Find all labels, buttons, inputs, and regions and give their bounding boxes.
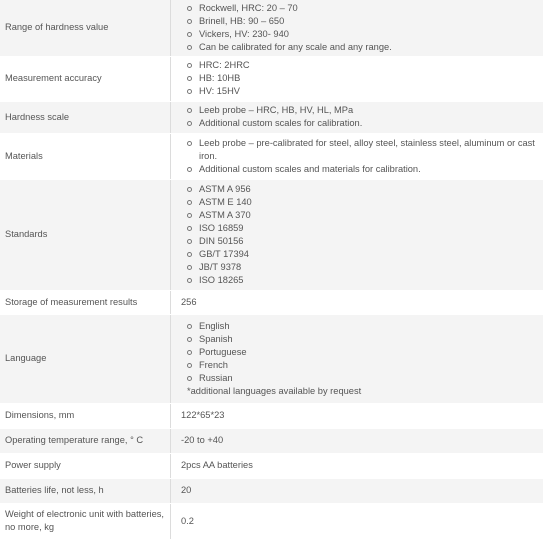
list-item: Leeb probe – HRC, HB, HV, HL, MPa [187,104,538,117]
list-item: JB/T 9378 [187,261,538,274]
list-item: Can be calibrated for any scale and any range. [187,41,538,54]
row-label: Materials [0,133,171,179]
list-item: Leeb probe – pre-calibrated for steel, alloy steel, stainless steel, aluminum or cast iron. [187,137,538,163]
list-item: ASTM A 956 [187,183,538,196]
list-item: GB/T 17394 [187,248,538,261]
row-value [171,0,543,56]
row-label: Measurement accuracy [0,56,171,101]
list-item: HB: 10HB [187,72,538,85]
row-value [171,179,543,290]
list-item: Russian [187,372,538,385]
value-list [181,59,538,98]
row-value: 256 [171,290,543,314]
row-value: 2pcs AA batteries [171,453,543,478]
table-row [0,453,543,478]
row-label: Batteries life, not less, h [0,478,171,503]
table-row [0,179,543,290]
value-list [181,183,538,287]
value-list [181,320,538,385]
table-row [0,290,543,314]
row-label: Dimensions, mm [0,403,171,428]
row-value: 122*65*23 [171,403,543,428]
row-label: Standards [0,179,171,290]
language-note: *additional languages available by request [181,385,538,398]
list-item: HV: 15HV [187,85,538,98]
list-item: Rockwell, HRC: 20 – 70 [187,2,538,15]
row-label: Weight of electronic unit with batteries, no more, kg [0,503,171,539]
row-label: Operating temperature range, ° C [0,428,171,453]
table-row [0,403,543,428]
list-item: Spanish [187,333,538,346]
table-row [0,428,543,453]
row-label: Hardness scale [0,101,171,133]
row-value [171,101,543,133]
table-row [0,478,543,503]
list-item: Brinell, HB: 90 – 650 [187,15,538,28]
table-row [0,314,543,403]
row-value [171,314,543,403]
list-item: ASTM A 370 [187,209,538,222]
list-item: HRC: 2HRC [187,59,538,72]
list-item: ISO 18265 [187,274,538,287]
list-item: French [187,359,538,372]
table-row [0,503,543,539]
row-value: 20 [171,478,543,503]
list-item: ASTM E 140 [187,196,538,209]
list-item: Additional custom scales and materials for calibration. [187,163,538,176]
row-label: Range of hardness value [0,0,171,56]
list-item: ISO 16859 [187,222,538,235]
value-list [181,104,538,130]
row-label: Language [0,314,171,403]
table-row [0,56,543,101]
list-item: Vickers, HV: 230- 940 [187,28,538,41]
table-row [0,0,543,56]
row-value: 0.2 [171,503,543,539]
table-row [0,133,543,179]
row-value [171,56,543,101]
row-label: Storage of measurement results [0,290,171,314]
row-value: -20 to +40 [171,428,543,453]
row-label: Power supply [0,453,171,478]
list-item: Portuguese [187,346,538,359]
list-item: DIN 50156 [187,235,538,248]
list-item: English [187,320,538,333]
value-list [181,137,538,176]
table-row [0,101,543,133]
list-item: Additional custom scales for calibration. [187,117,538,130]
row-value [171,133,543,179]
value-list [181,2,538,54]
